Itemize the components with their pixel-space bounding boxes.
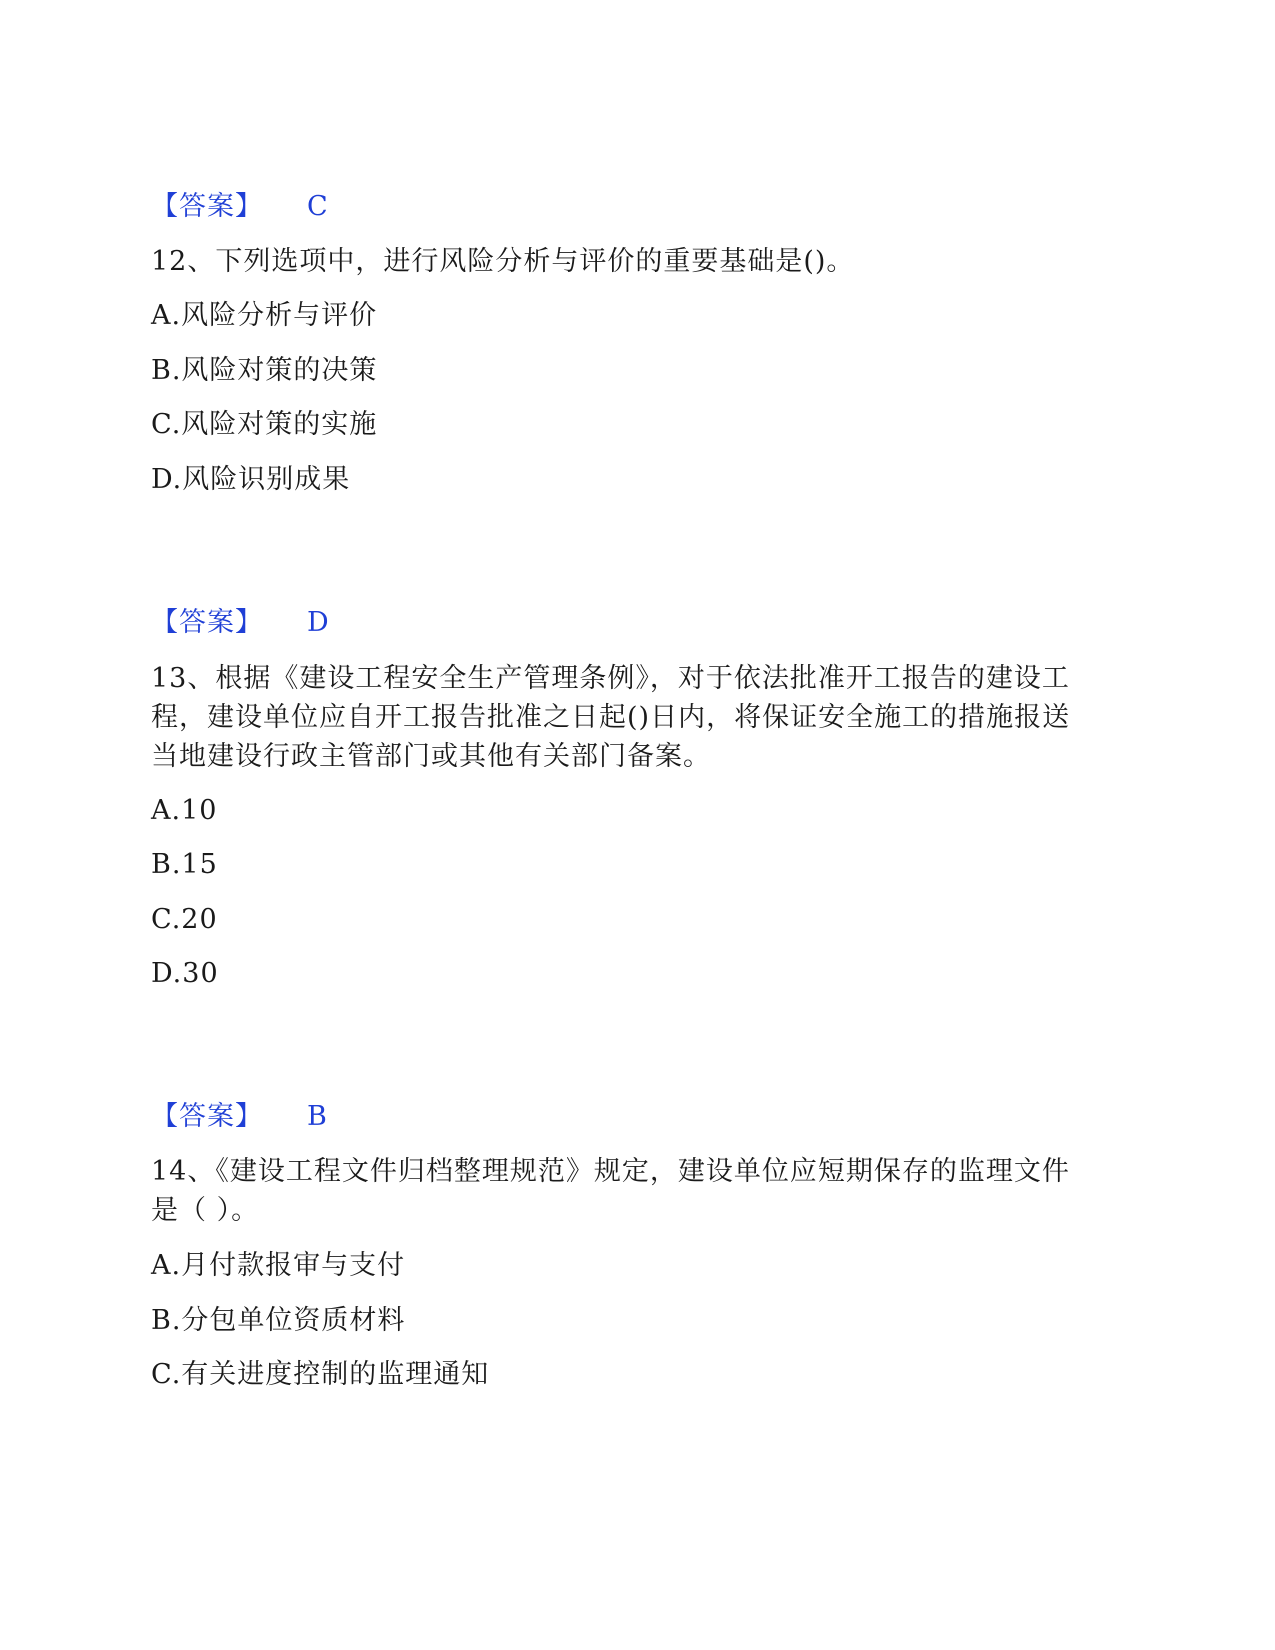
answer-line-q11 [151, 187, 329, 227]
question-12-option-c: C.风险对策的实施 [151, 409, 378, 440]
answer-line-q12 [151, 603, 330, 643]
question-13-stem-line-1: 13、根据《建设工程安全生产管理条例》，对于依法批准开工报告的建设工 [151, 663, 1070, 694]
question-14-option-a: A.月付款报审与支付 [151, 1250, 406, 1281]
question-14-stem-line-1: 14、《建设工程文件归档整理规范》规定，建设单位应短期保存的监理文件 [151, 1156, 1070, 1187]
question-13-option-d: D.30 [151, 958, 219, 989]
answer-label: 【答案】 [151, 1101, 263, 1132]
answer-value: B [307, 1101, 328, 1132]
question-13-option-c: C.20 [151, 904, 218, 935]
question-13-option-b: B.15 [151, 849, 218, 880]
question-12-option-a: A.风险分析与评价 [151, 300, 378, 331]
question-13-stem-line-2: 程，建设单位应自开工报告批准之日起()日内，将保证安全施工的措施报送 [151, 702, 1071, 733]
question-12-stem: 12、下列选项中，进行风险分析与评价的重要基础是()。 [151, 246, 855, 277]
question-13-option-a: A.10 [151, 795, 218, 826]
question-14-option-b: B.分包单位资质材料 [151, 1305, 406, 1336]
answer-value: C [307, 191, 329, 222]
question-13-stem-line-3: 当地建设行政主管部门或其他有关部门备案。 [151, 741, 711, 772]
question-12-option-d: D.风险识别成果 [151, 464, 351, 495]
answer-label: 【答案】 [151, 191, 263, 222]
answer-line-q13 [151, 1097, 328, 1137]
question-12-option-b: B.风险对策的决策 [151, 355, 378, 386]
question-14-option-c: C.有关进度控制的监理通知 [151, 1359, 490, 1390]
answer-value: D [307, 607, 330, 638]
question-14-stem-line-2: 是（ ）。 [151, 1195, 260, 1226]
answer-label: 【答案】 [151, 607, 263, 638]
